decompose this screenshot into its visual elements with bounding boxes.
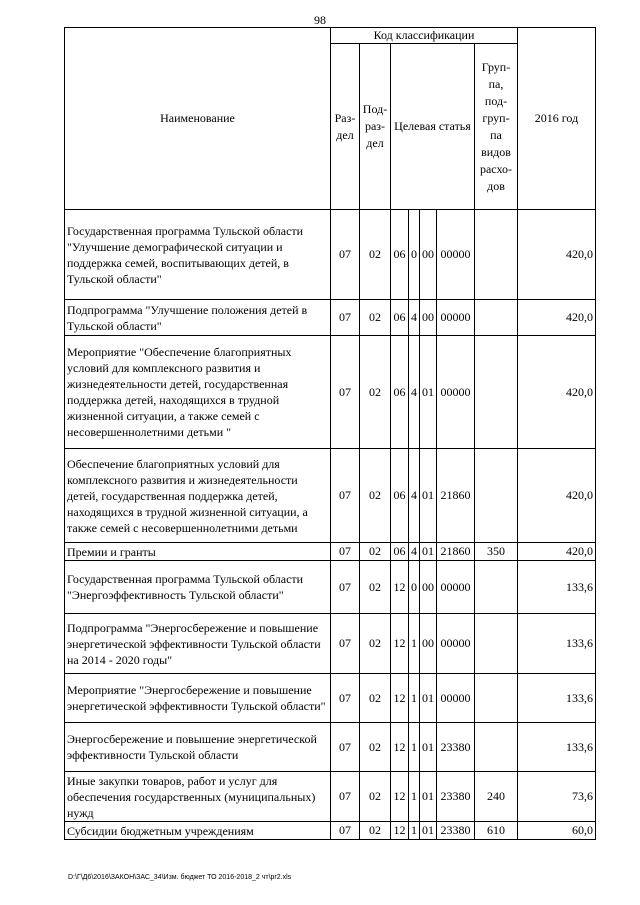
row-expense-group xyxy=(475,336,518,449)
row-section: 07 xyxy=(331,543,360,561)
row-target-event: 00 xyxy=(420,561,437,614)
row-amount: 60,0 xyxy=(518,822,596,840)
row-expense-group xyxy=(475,561,518,614)
file-path-footer: D:\Г\Д6\2016\ЗАКОН\ЗАС_34\Изм. бюджет ТО 2016-2018_2 чт\pr2.xls xyxy=(68,874,292,881)
row-amount: 133,6 xyxy=(518,723,596,772)
row-section: 07 xyxy=(331,674,360,723)
row-target-direction: 00000 xyxy=(437,674,475,723)
row-amount: 133,6 xyxy=(518,561,596,614)
row-target-direction: 00000 xyxy=(437,336,475,449)
row-target-event: 01 xyxy=(420,772,437,822)
row-target-subprogram: 1 xyxy=(409,822,420,840)
row-target-program: 06 xyxy=(391,300,409,336)
row-target-program: 06 xyxy=(391,543,409,561)
header-expense-group: Груп- па, под- груп- па видов расхо- дов xyxy=(475,44,518,210)
row-section: 07 xyxy=(331,723,360,772)
row-target-event: 00 xyxy=(420,300,437,336)
row-target-event: 01 xyxy=(420,543,437,561)
row-section: 07 xyxy=(331,336,360,449)
row-target-subprogram: 1 xyxy=(409,723,420,772)
row-amount: 420,0 xyxy=(518,300,596,336)
table-row xyxy=(65,543,596,561)
row-name: Мероприятие "Энергосбережение и повышение энергетической эффективности Тульской области" xyxy=(65,674,331,723)
row-subsection: 02 xyxy=(360,674,391,723)
row-subsection: 02 xyxy=(360,210,391,300)
row-amount: 73,6 xyxy=(518,772,596,822)
row-target-event: 00 xyxy=(420,614,437,674)
row-subsection: 02 xyxy=(360,723,391,772)
table-row xyxy=(65,561,596,614)
table-row xyxy=(65,772,596,822)
row-amount: 420,0 xyxy=(518,449,596,543)
row-name: Государственная программа Тульской области "Энергоэффективность Тульской области" xyxy=(65,561,331,614)
row-expense-group xyxy=(475,723,518,772)
row-subsection: 02 xyxy=(360,614,391,674)
table-row xyxy=(65,449,596,543)
row-target-direction: 21860 xyxy=(437,543,475,561)
table-row xyxy=(65,614,596,674)
table-row xyxy=(65,336,596,449)
row-section: 07 xyxy=(331,822,360,840)
table-row xyxy=(65,210,596,300)
row-name: Иные закупки товаров, работ и услуг для обеспечения государственных (муниципальных) нужд xyxy=(65,772,331,822)
row-target-program: 12 xyxy=(391,723,409,772)
row-target-direction: 23380 xyxy=(437,723,475,772)
row-target-event: 01 xyxy=(420,336,437,449)
row-target-subprogram: 1 xyxy=(409,614,420,674)
row-target-program: 12 xyxy=(391,822,409,840)
row-amount: 420,0 xyxy=(518,210,596,300)
header-subsection: Под- раз- дел xyxy=(360,44,391,210)
row-section: 07 xyxy=(331,561,360,614)
row-target-direction: 21860 xyxy=(437,449,475,543)
row-target-direction: 00000 xyxy=(437,300,475,336)
row-amount: 133,6 xyxy=(518,614,596,674)
row-name: Мероприятие "Обеспечение благоприятных условий для комплексного развития и жизнедеятельности детей, государственная поддержка детей, находящихся в трудной жизненной ситуации, а также семей с несовершеннолетними детьми " xyxy=(65,336,331,449)
table-row xyxy=(65,723,596,772)
row-target-subprogram: 4 xyxy=(409,300,420,336)
row-target-program: 06 xyxy=(391,336,409,449)
row-target-program: 06 xyxy=(391,210,409,300)
row-target-subprogram: 0 xyxy=(409,561,420,614)
row-amount: 420,0 xyxy=(518,543,596,561)
row-subsection: 02 xyxy=(360,822,391,840)
header-section: Раз- дел xyxy=(331,44,360,210)
header-classification: Код классификации xyxy=(331,28,518,44)
row-target-program: 12 xyxy=(391,561,409,614)
row-target-subprogram: 4 xyxy=(409,543,420,561)
row-subsection: 02 xyxy=(360,543,391,561)
row-target-event: 01 xyxy=(420,449,437,543)
header-target-article: Целевая статья xyxy=(391,44,475,210)
row-expense-group xyxy=(475,210,518,300)
row-subsection: 02 xyxy=(360,300,391,336)
row-expense-group xyxy=(475,300,518,336)
row-target-event: 01 xyxy=(420,674,437,723)
row-subsection: 02 xyxy=(360,561,391,614)
row-name: Подпрограмма "Энергосбережение и повышение энергетической эффективности Тульской области на 2014 - 2020 годы" xyxy=(65,614,331,674)
row-target-program: 12 xyxy=(391,674,409,723)
row-amount: 420,0 xyxy=(518,336,596,449)
row-target-program: 12 xyxy=(391,772,409,822)
row-expense-group xyxy=(475,674,518,723)
table-row xyxy=(65,300,596,336)
row-expense-group: 610 xyxy=(475,822,518,840)
row-section: 07 xyxy=(331,300,360,336)
row-subsection: 02 xyxy=(360,449,391,543)
row-target-program: 12 xyxy=(391,614,409,674)
row-section: 07 xyxy=(331,772,360,822)
row-subsection: 02 xyxy=(360,336,391,449)
header-name: Наименование xyxy=(65,28,331,210)
row-target-event: 01 xyxy=(420,723,437,772)
row-section: 07 xyxy=(331,614,360,674)
row-expense-group: 240 xyxy=(475,772,518,822)
row-section: 07 xyxy=(331,449,360,543)
row-expense-group xyxy=(475,614,518,674)
row-target-subprogram: 1 xyxy=(409,674,420,723)
row-target-event: 01 xyxy=(420,822,437,840)
row-name: Обеспечение благоприятных условий для комплексного развития и жизнедеятельности детей, государственная поддержка детей, находящихся в трудной жизненной ситуации, а также семей с несовершеннолетними детьми xyxy=(65,449,331,543)
row-amount: 133,6 xyxy=(518,674,596,723)
row-target-direction: 00000 xyxy=(437,210,475,300)
header-year: 2016 год xyxy=(518,28,596,210)
row-target-direction: 23380 xyxy=(437,772,475,822)
page-number: 98 xyxy=(314,13,326,27)
row-name: Подпрограмма "Улучшение положения детей в Тульской области" xyxy=(65,300,331,336)
row-target-program: 06 xyxy=(391,449,409,543)
row-target-subprogram: 0 xyxy=(409,210,420,300)
table-row xyxy=(65,822,596,840)
row-subsection: 02 xyxy=(360,772,391,822)
row-section: 07 xyxy=(331,210,360,300)
row-target-direction: 00000 xyxy=(437,561,475,614)
row-target-subprogram: 1 xyxy=(409,772,420,822)
row-name: Энергосбережение и повышение энергетической эффективности Тульской области xyxy=(65,723,331,772)
row-target-event: 00 xyxy=(420,210,437,300)
table-row xyxy=(65,674,596,723)
budget-table xyxy=(64,27,596,840)
row-target-direction: 23380 xyxy=(437,822,475,840)
row-target-subprogram: 4 xyxy=(409,336,420,449)
row-name: Субсидии бюджетным учреждениям xyxy=(65,822,331,840)
row-name: Премии и гранты xyxy=(65,543,331,561)
row-name: Государственная программа Тульской области "Улучшение демографической ситуации и поддержка семей, воспитывающих детей, в Тульской области" xyxy=(65,210,331,300)
row-expense-group xyxy=(475,449,518,543)
row-expense-group: 350 xyxy=(475,543,518,561)
row-target-direction: 00000 xyxy=(437,614,475,674)
row-target-subprogram: 4 xyxy=(409,449,420,543)
